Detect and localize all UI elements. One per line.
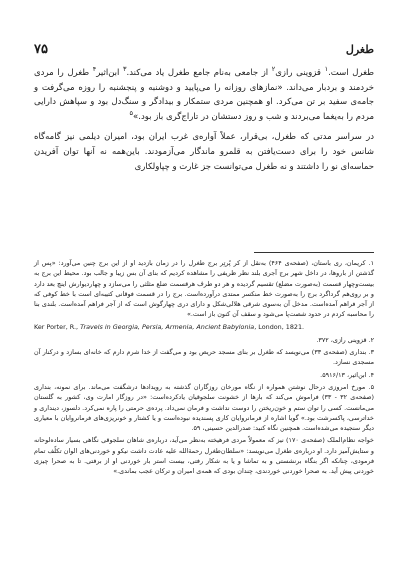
reference-title: Travels in Georgia, Persia, Armenia, Ancient Babylonia bbox=[80, 322, 255, 331]
text-segment: طغرل است. bbox=[328, 68, 374, 78]
footnote-ref-4[interactable]: ۴ bbox=[92, 65, 97, 74]
footnote-1-reference bbox=[34, 322, 374, 332]
footnote-ref-1[interactable]: ۱ bbox=[324, 65, 329, 74]
main-text bbox=[34, 66, 374, 180]
paragraph-2: در سراسر مدتی که طغرل، بی‌قرار، عملاً آواره‌ی غرب ایران بود، امیران دیلمی نیز گامه‌گاه شانس خود را برای دست‌یافتن به قلمرو ماندگار می‌آزمودند. باین‌همه نه آنها توان آفریدن حماسه‌ای نو را داشتند و نه طغرل می‌توانست جز غارت و چپاولکاری bbox=[34, 132, 374, 172]
page-header bbox=[34, 40, 374, 58]
footnotes bbox=[34, 258, 374, 479]
text-segment: از جامعی به‌نام جامع طغرل یاد می‌کند. bbox=[126, 68, 272, 78]
text-segment: قزوینی رازی bbox=[275, 68, 325, 78]
reference-publication: , London, 1821. bbox=[254, 322, 305, 331]
footnote-ref-3[interactable]: ۳ bbox=[123, 65, 127, 74]
reference-author: Ker Porter, R., bbox=[34, 322, 81, 331]
footnote-ref-2[interactable]: ۲ bbox=[271, 65, 276, 74]
footnote-3: ۳. بنداری (صفحه‌ی ۳۳) می‌نویسد که طغرل بر بنای مسجد حریص بود و می‌گفت از خدا شرم دارم که خانه‌ای بسازد و درکنار آن مسجدی نسازد. bbox=[34, 348, 374, 367]
footnote-ref-5[interactable]: ۵ bbox=[129, 108, 134, 117]
footnote-divider bbox=[254, 252, 374, 253]
footnote-4: ۴. ابن‌اثیر، ۵۹۱۶/۱۳. bbox=[320, 370, 374, 379]
footnote-1: ۱. کریمان، ری باستان، (صفحه‌ی ۴۶۴) به‌نقل از کر پُرتِر برج طغرل را در زمان بازدید او از این برج چنین می‌آورد: «پس از گذشتن از باروها، در داخل شهر برج آجری بلند نظر ظریفی را مشاهده کردیم که بنای آن بس زیبا و جالب بود. محیط این برج به بیست‌وچهار قسمت (به‌صورت مضلع) تقسیم گردیده و هر دو طرف هرقسمت ضلع مثلثی را می‌سازد و چهاردیوارش اینچ بعد دارد و بر روی‌هم گرداگرد برج را به‌صورت خط منکسر ممتدی درآورده‌است. برج را در قسمت فوقانی کتیبه‌ای است با خط کوفی که از آجر فراهم آمده‌است. مدخل آن به‌سوی شرقی هلالی‌شکل و دارای دری چهارگوش است که از آجر فراهم آمده‌است. بلندی بنا را محاسبه کردم در حدود شصت‌پا می‌شود و سقف آن کنون باز است.» bbox=[34, 259, 374, 319]
paragraph-1 bbox=[34, 66, 374, 124]
text-segment: طغرل را مردی خردمند و بردبار می‌داند. «نمازهای روزانه را می‌پایید و دوشنبه و پنجشنبه را روزه می‌گرفت و جامه‌ی سفید بر تن می‌کرد. او همچنین مردی ستمکار و بیدادگر و سنگ‌دل بود و سپاهش دارایی مردم را به‌یغما می‌بردند و شب و روز دستشان در تاراج‌گری باز بود.» bbox=[34, 68, 374, 122]
text-segment: ابن‌اثیر bbox=[96, 68, 124, 78]
footnote-6: خواجه نظام‌الملک (صفحه‌ی ۱۷۰) نیز که معمولاً مردی فرهیخته به‌نظر می‌آید، درباره‌ی شاهان سلجوقی نگاهی بسیار ساده‌لوحانه و ستایش‌آمیز دارد. او درباره‌ی طغرل می‌نویسد: «سلطان‌طغرل رحمة‌الله علیه عادت داشت نیکو و خوردنی‌های الوان تکلّف تمام فرمودی، چنانکه اگر بنگاه برنشستی و به تماشا و یا به شکار رفتی، بیست استر بار خوردنی او از برفتی. تا به صحرا چیزی خوردنی پیش آید. به صحرا خوردنی خوردندی، چندان بودی که همه‌ی امیران و ترکان عجب بماندی.» bbox=[34, 436, 374, 476]
footnote-5: ۵. مورخ امروزی درحال نوشتن همواره از نگاه مورخان روزگاران گذشته به رویدادها درشگفت می‌ماند. برای نمونه، بنداری (صفحه‌ی ۳۲ - ۳۳) فراموش می‌کند که بارها از خشونت سلجوقیان یادکرده‌است: «در روزگار امارت وی، کشور به گلستان می‌مانست. کسی را توان ستم و خون‌ریختن را دوست نداشت و فرمان نمی‌داد. پرده‌ی حرمتی را پاره نمی‌کرد. دلسوز، دینداری و خداترسی، پاکسرشت بود.» گویا اشاره از فرمانروایان کاری پسندیده نبوده‌است و یا کشتار و خونریزی‌های فرمانروایان با معیاری دیگر سنجیده می‌شده‌است. همچنین نگاه کنید: صدرالدین حسینی، ۵۹. bbox=[34, 382, 374, 433]
running-title: طغرل bbox=[345, 42, 374, 56]
page-number: ۷۵ bbox=[34, 41, 48, 57]
footnote-2: ۲. قزوینی رازی، ۳۷۲. bbox=[316, 335, 374, 344]
